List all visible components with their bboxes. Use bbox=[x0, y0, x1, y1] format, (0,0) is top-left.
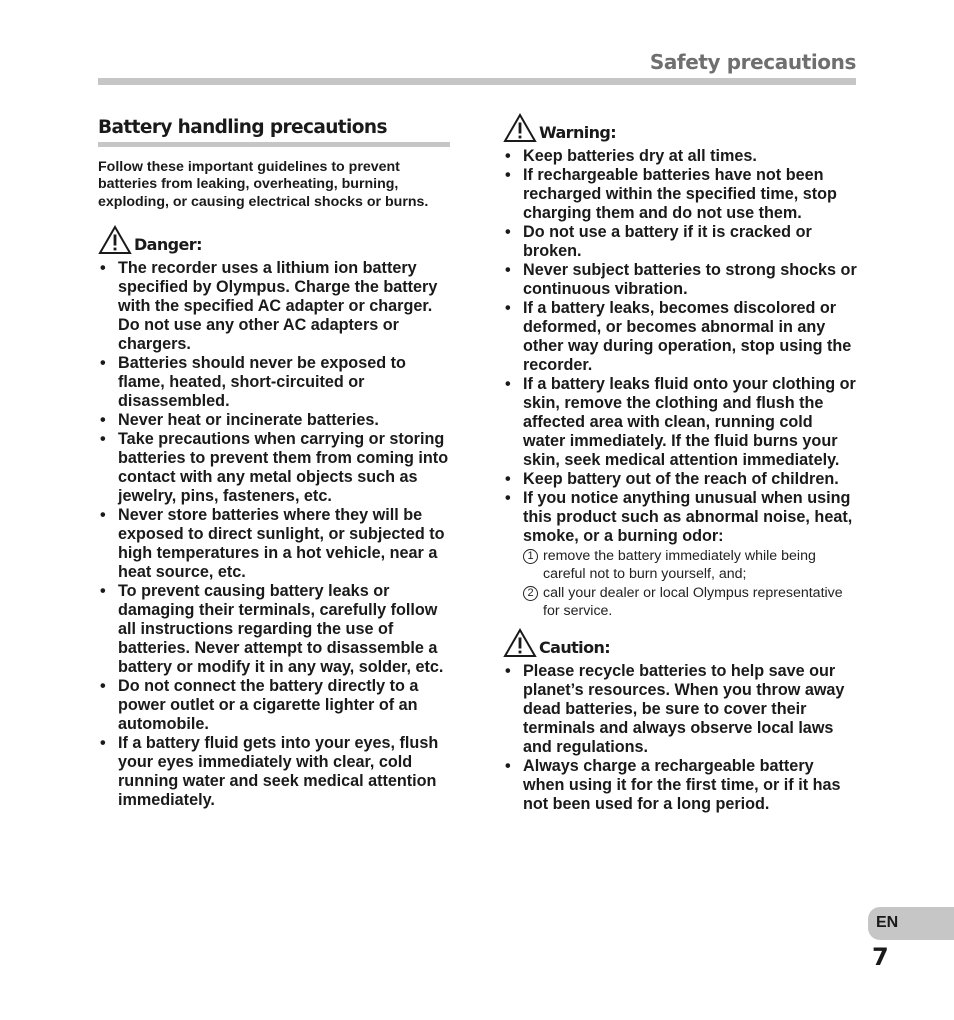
section-title: Battery handling precautions bbox=[98, 117, 387, 138]
step-text: call your dealer or local Olympus representative for service. bbox=[543, 585, 843, 619]
bullet: • bbox=[100, 733, 106, 752]
bullet: • bbox=[100, 505, 106, 524]
warning-list bbox=[503, 147, 859, 620]
list-item bbox=[98, 582, 454, 677]
list-item-text: If a battery leaks fluid onto your clothing or skin, remove the clothing and flush the affected area with clean, running cold water immediately. If the fluid burns your skin, seek medical attention immediately. bbox=[523, 375, 856, 469]
bullet: • bbox=[505, 757, 511, 775]
list-item-text: Keep batteries dry at all times. bbox=[523, 147, 757, 165]
list-item bbox=[503, 166, 859, 223]
list-item bbox=[503, 223, 859, 261]
list-item bbox=[98, 677, 454, 734]
list-item-text: If you notice anything unusual when using this product such as abnormal noise, heat, smoke, or a burning odor: bbox=[523, 489, 853, 545]
list-item-text: Never store batteries where they will be exposed to direct sunlight, or subjected to high temperatures in a hot vehicle, near a heat source, etc. bbox=[118, 505, 445, 581]
list-item-text: If rechargeable batteries have not been recharged within the specified time, stop charging them and do not use them. bbox=[523, 166, 837, 222]
bullet: • bbox=[100, 410, 106, 429]
list-item bbox=[503, 375, 859, 470]
bullet: • bbox=[505, 489, 511, 507]
bullet: • bbox=[100, 353, 106, 372]
list-item bbox=[98, 506, 454, 582]
warning-triangle-icon bbox=[503, 113, 537, 143]
step-number-circle: 2 bbox=[523, 586, 538, 601]
danger-heading bbox=[98, 225, 454, 255]
list-item bbox=[503, 757, 859, 814]
bullet: • bbox=[505, 299, 511, 317]
bullet: • bbox=[505, 261, 511, 279]
step-text: remove the battery immediately while being careful not to burn yourself, and; bbox=[543, 548, 816, 582]
list-item bbox=[98, 430, 454, 506]
warning-triangle-icon bbox=[503, 628, 537, 658]
language-label: EN bbox=[876, 914, 899, 931]
list-item-text: Take precautions when carrying or storing batteries to prevent them from coming into contact with any metal objects such as jewelry, pins, fasteners, etc. bbox=[118, 429, 449, 505]
list-item bbox=[98, 259, 454, 354]
list-item-text: Always charge a rechargeable battery when using it for the first time, or if it has not been used for a long period. bbox=[523, 757, 841, 813]
warning-triangle-icon bbox=[98, 225, 132, 255]
bullet: • bbox=[505, 147, 511, 165]
list-item bbox=[98, 734, 454, 810]
list-item bbox=[503, 662, 859, 757]
danger-label: Danger: bbox=[134, 234, 202, 254]
list-item-text: To prevent causing battery leaks or damaging their terminals, carefully follow all instructions regarding the use of batteries. Never attempt to disassemble a battery or modify it in any way, solder, etc. bbox=[118, 581, 444, 676]
list-item-text: Never subject batteries to strong shocks or continuous vibration. bbox=[523, 261, 857, 298]
danger-list bbox=[98, 259, 454, 810]
warning-label: Warning: bbox=[539, 123, 617, 142]
numbered-step bbox=[523, 584, 859, 620]
list-item bbox=[98, 354, 454, 411]
step-number-circle: 1 bbox=[523, 549, 538, 564]
list-item bbox=[503, 147, 859, 166]
list-item-text: Keep battery out of the reach of children. bbox=[523, 470, 839, 488]
page-number: 7 bbox=[872, 943, 889, 971]
numbered-step bbox=[523, 547, 859, 583]
right-column bbox=[503, 113, 859, 814]
header-divider bbox=[98, 78, 856, 85]
bullet: • bbox=[100, 676, 106, 695]
list-item bbox=[503, 299, 859, 375]
page-header-title: Safety precautions bbox=[649, 50, 856, 74]
list-item-text: If a battery leaks, becomes discolored or deformed, or becomes abnormal in any other way during operation, stop using the recorder. bbox=[523, 299, 852, 374]
caution-list bbox=[503, 662, 859, 814]
bullet: • bbox=[505, 470, 511, 488]
list-item bbox=[98, 411, 454, 430]
list-item-text: Do not connect the battery directly to a power outlet or a cigarette lighter of an automobile. bbox=[118, 676, 419, 733]
list-item-text: Batteries should never be exposed to flame, heated, short-circuited or disassembled. bbox=[118, 353, 406, 410]
list-item bbox=[503, 470, 859, 489]
list-item-text: The recorder uses a lithium ion battery specified by Olympus. Charge the battery with the specified AC adapter or charger. Do not use any other AC adapters or chargers. bbox=[118, 258, 438, 353]
intro-paragraph: Follow these important guidelines to prevent batteries from leaking, overheating, burning, exploding, or causing electrical shocks or burns. bbox=[98, 159, 429, 210]
bullet: • bbox=[505, 223, 511, 241]
left-column bbox=[98, 116, 454, 810]
list-item bbox=[503, 489, 859, 620]
list-item-text: Never heat or incinerate batteries. bbox=[118, 410, 379, 429]
list-item bbox=[503, 261, 859, 299]
bullet: • bbox=[505, 166, 511, 184]
list-item-text: If a battery fluid gets into your eyes, flush your eyes immediately with clear, cold running water and seek medical attention immediately. bbox=[118, 733, 439, 809]
bullet: • bbox=[505, 662, 511, 680]
caution-label: Caution: bbox=[539, 638, 611, 657]
section-title-underline bbox=[98, 142, 450, 147]
warning-heading bbox=[503, 113, 859, 143]
bullet: • bbox=[100, 581, 106, 600]
caution-heading bbox=[503, 628, 859, 658]
bullet: • bbox=[505, 375, 511, 393]
bullet: • bbox=[100, 429, 106, 448]
list-item-text: Do not use a battery if it is cracked or broken. bbox=[523, 223, 812, 260]
list-item-text: Please recycle batteries to help save our planet’s resources. When you throw away dead batteries, be sure to cover their terminals and always observe local laws and regulations. bbox=[523, 662, 845, 756]
bullet: • bbox=[100, 258, 106, 277]
